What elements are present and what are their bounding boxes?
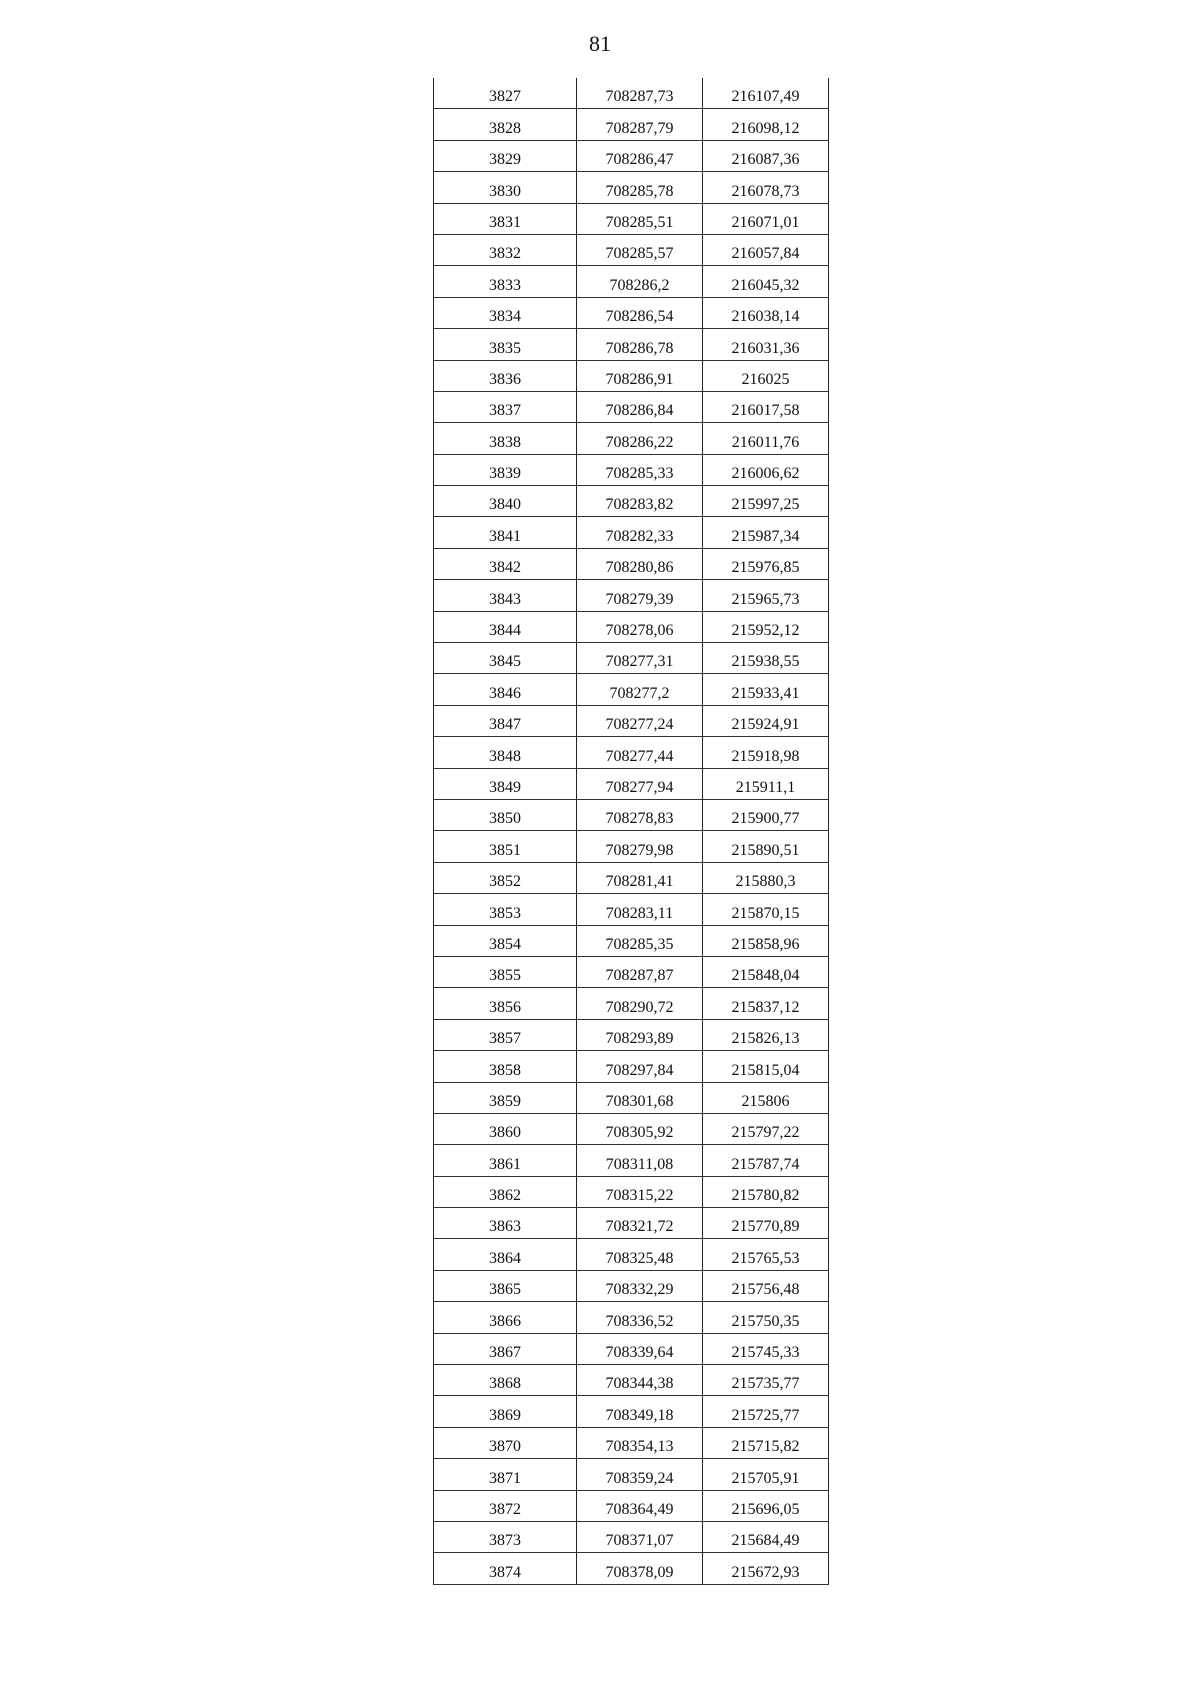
table-row: [434, 297, 829, 328]
point-number-cell: 3856: [434, 988, 577, 1019]
x-coordinate-cell: 708277,44: [577, 737, 703, 768]
point-number-cell: 3827: [434, 78, 577, 109]
x-coordinate-cell: 708349,18: [577, 1396, 703, 1427]
y-coordinate-cell: 215705,91: [703, 1459, 829, 1490]
x-coordinate-cell: 708285,33: [577, 454, 703, 485]
y-coordinate-cell: 216025: [703, 360, 829, 391]
coordinates-table: [433, 78, 829, 1585]
y-coordinate-cell: 215826,13: [703, 1019, 829, 1050]
x-coordinate-cell: 708315,22: [577, 1176, 703, 1207]
x-coordinate-cell: 708286,91: [577, 360, 703, 391]
x-coordinate-cell: 708286,54: [577, 297, 703, 328]
page-number: 81: [589, 31, 611, 56]
table-row: [434, 956, 829, 987]
y-coordinate-cell: 215715,82: [703, 1427, 829, 1458]
y-coordinate-cell: 215900,77: [703, 799, 829, 830]
x-coordinate-cell: 708286,47: [577, 140, 703, 171]
y-coordinate-cell: 215672,93: [703, 1553, 829, 1584]
y-coordinate-cell: 215976,85: [703, 548, 829, 579]
point-number-cell: 3841: [434, 517, 577, 548]
table-row: [434, 548, 829, 579]
table-row: [434, 580, 829, 611]
table-row: [434, 1302, 829, 1333]
y-coordinate-cell: 215911,1: [703, 768, 829, 799]
y-coordinate-cell: 215858,96: [703, 925, 829, 956]
y-coordinate-cell: 216107,49: [703, 78, 829, 109]
x-coordinate-cell: 708286,22: [577, 423, 703, 454]
y-coordinate-cell: 215806: [703, 1082, 829, 1113]
table-row: [434, 1145, 829, 1176]
x-coordinate-cell: 708301,68: [577, 1082, 703, 1113]
point-number-cell: 3873: [434, 1521, 577, 1552]
table-row: [434, 140, 829, 171]
y-coordinate-cell: 215797,22: [703, 1113, 829, 1144]
point-number-cell: 3859: [434, 1082, 577, 1113]
point-number-cell: 3830: [434, 172, 577, 203]
x-coordinate-cell: 708279,98: [577, 831, 703, 862]
y-coordinate-cell: 215965,73: [703, 580, 829, 611]
table-row: [434, 831, 829, 862]
y-coordinate-cell: 215952,12: [703, 611, 829, 642]
table-row: [434, 360, 829, 391]
x-coordinate-cell: 708344,38: [577, 1365, 703, 1396]
table-row: [434, 423, 829, 454]
y-coordinate-cell: 215770,89: [703, 1208, 829, 1239]
table-row: [434, 172, 829, 203]
point-number-cell: 3867: [434, 1333, 577, 1364]
y-coordinate-cell: 216045,32: [703, 266, 829, 297]
y-coordinate-cell: 215696,05: [703, 1490, 829, 1521]
point-number-cell: 3837: [434, 391, 577, 422]
y-coordinate-cell: 216038,14: [703, 297, 829, 328]
point-number-cell: 3835: [434, 329, 577, 360]
x-coordinate-cell: 708286,78: [577, 329, 703, 360]
x-coordinate-cell: 708277,31: [577, 643, 703, 674]
x-coordinate-cell: 708279,39: [577, 580, 703, 611]
point-number-cell: 3850: [434, 799, 577, 830]
y-coordinate-cell: 216011,76: [703, 423, 829, 454]
y-coordinate-cell: 216031,36: [703, 329, 829, 360]
table-row: [434, 643, 829, 674]
y-coordinate-cell: 215745,33: [703, 1333, 829, 1364]
point-number-cell: 3866: [434, 1302, 577, 1333]
point-number-cell: 3833: [434, 266, 577, 297]
table-row: [434, 391, 829, 422]
table-row: [434, 1208, 829, 1239]
table-row: [434, 1396, 829, 1427]
table-row: [434, 454, 829, 485]
point-number-cell: 3828: [434, 109, 577, 140]
table-row: [434, 1270, 829, 1301]
y-coordinate-cell: 215750,35: [703, 1302, 829, 1333]
x-coordinate-cell: 708332,29: [577, 1270, 703, 1301]
table-row: [434, 1521, 829, 1552]
table-row: [434, 1082, 829, 1113]
y-coordinate-cell: 215765,53: [703, 1239, 829, 1270]
y-coordinate-cell: 216017,58: [703, 391, 829, 422]
y-coordinate-cell: 215997,25: [703, 486, 829, 517]
point-number-cell: 3857: [434, 1019, 577, 1050]
x-coordinate-cell: 708286,2: [577, 266, 703, 297]
x-coordinate-cell: 708321,72: [577, 1208, 703, 1239]
table-row: [434, 486, 829, 517]
point-number-cell: 3864: [434, 1239, 577, 1270]
x-coordinate-cell: 708285,57: [577, 234, 703, 265]
table-row: [434, 1427, 829, 1458]
point-number-cell: 3869: [434, 1396, 577, 1427]
point-number-cell: 3838: [434, 423, 577, 454]
point-number-cell: 3840: [434, 486, 577, 517]
x-coordinate-cell: 708283,11: [577, 894, 703, 925]
table-row: [434, 1113, 829, 1144]
x-coordinate-cell: 708277,2: [577, 674, 703, 705]
table-row: [434, 266, 829, 297]
y-coordinate-cell: 215837,12: [703, 988, 829, 1019]
table-row: [434, 611, 829, 642]
x-coordinate-cell: 708336,52: [577, 1302, 703, 1333]
table-row: [434, 862, 829, 893]
x-coordinate-cell: 708277,24: [577, 705, 703, 736]
table-row: [434, 894, 829, 925]
x-coordinate-cell: 708278,06: [577, 611, 703, 642]
table-row: [434, 705, 829, 736]
y-coordinate-cell: 215848,04: [703, 956, 829, 987]
table-row: [434, 737, 829, 768]
x-coordinate-cell: 708378,09: [577, 1553, 703, 1584]
coordinates-table-body: [434, 78, 829, 1584]
point-number-cell: 3853: [434, 894, 577, 925]
point-number-cell: 3861: [434, 1145, 577, 1176]
table-row: [434, 1176, 829, 1207]
x-coordinate-cell: 708354,13: [577, 1427, 703, 1458]
point-number-cell: 3834: [434, 297, 577, 328]
y-coordinate-cell: 215735,77: [703, 1365, 829, 1396]
table-row: [434, 1459, 829, 1490]
table-row: [434, 988, 829, 1019]
table-row: [434, 109, 829, 140]
x-coordinate-cell: 708287,73: [577, 78, 703, 109]
point-number-cell: 3832: [434, 234, 577, 265]
y-coordinate-cell: 215870,15: [703, 894, 829, 925]
point-number-cell: 3844: [434, 611, 577, 642]
x-coordinate-cell: 708305,92: [577, 1113, 703, 1144]
table-row: [434, 1051, 829, 1082]
x-coordinate-cell: 708280,86: [577, 548, 703, 579]
x-coordinate-cell: 708277,94: [577, 768, 703, 799]
point-number-cell: 3842: [434, 548, 577, 579]
table-row: [434, 799, 829, 830]
x-coordinate-cell: 708297,84: [577, 1051, 703, 1082]
table-row: [434, 1239, 829, 1270]
y-coordinate-cell: 215890,51: [703, 831, 829, 862]
point-number-cell: 3843: [434, 580, 577, 611]
point-number-cell: 3862: [434, 1176, 577, 1207]
point-number-cell: 3863: [434, 1208, 577, 1239]
y-coordinate-cell: 215815,04: [703, 1051, 829, 1082]
point-number-cell: 3845: [434, 643, 577, 674]
table-row: [434, 1490, 829, 1521]
table-row: [434, 203, 829, 234]
y-coordinate-cell: 215924,91: [703, 705, 829, 736]
y-coordinate-cell: 215787,74: [703, 1145, 829, 1176]
point-number-cell: 3870: [434, 1427, 577, 1458]
point-number-cell: 3852: [434, 862, 577, 893]
y-coordinate-cell: 216006,62: [703, 454, 829, 485]
y-coordinate-cell: 215938,55: [703, 643, 829, 674]
table-row: [434, 78, 829, 109]
point-number-cell: 3855: [434, 956, 577, 987]
x-coordinate-cell: 708282,33: [577, 517, 703, 548]
x-coordinate-cell: 708286,84: [577, 391, 703, 422]
table-row: [434, 1019, 829, 1050]
x-coordinate-cell: 708278,83: [577, 799, 703, 830]
x-coordinate-cell: 708285,51: [577, 203, 703, 234]
table-row: [434, 1553, 829, 1584]
point-number-cell: 3836: [434, 360, 577, 391]
x-coordinate-cell: 708281,41: [577, 862, 703, 893]
point-number-cell: 3868: [434, 1365, 577, 1396]
table-row: [434, 234, 829, 265]
y-coordinate-cell: 215780,82: [703, 1176, 829, 1207]
x-coordinate-cell: 708290,72: [577, 988, 703, 1019]
y-coordinate-cell: 215756,48: [703, 1270, 829, 1301]
table-row: [434, 768, 829, 799]
point-number-cell: 3829: [434, 140, 577, 171]
table-row: [434, 674, 829, 705]
x-coordinate-cell: 708283,82: [577, 486, 703, 517]
table-row: [434, 517, 829, 548]
x-coordinate-cell: 708311,08: [577, 1145, 703, 1176]
point-number-cell: 3848: [434, 737, 577, 768]
x-coordinate-cell: 708287,87: [577, 956, 703, 987]
point-number-cell: 3865: [434, 1270, 577, 1301]
y-coordinate-cell: 215725,77: [703, 1396, 829, 1427]
x-coordinate-cell: 708371,07: [577, 1521, 703, 1552]
x-coordinate-cell: 708359,24: [577, 1459, 703, 1490]
point-number-cell: 3874: [434, 1553, 577, 1584]
x-coordinate-cell: 708339,64: [577, 1333, 703, 1364]
table-row: [434, 1365, 829, 1396]
point-number-cell: 3851: [434, 831, 577, 862]
x-coordinate-cell: 708287,79: [577, 109, 703, 140]
x-coordinate-cell: 708285,35: [577, 925, 703, 956]
y-coordinate-cell: 216098,12: [703, 109, 829, 140]
point-number-cell: 3839: [434, 454, 577, 485]
x-coordinate-cell: 708325,48: [577, 1239, 703, 1270]
point-number-cell: 3831: [434, 203, 577, 234]
point-number-cell: 3872: [434, 1490, 577, 1521]
point-number-cell: 3858: [434, 1051, 577, 1082]
table-row: [434, 329, 829, 360]
x-coordinate-cell: 708293,89: [577, 1019, 703, 1050]
y-coordinate-cell: 215987,34: [703, 517, 829, 548]
y-coordinate-cell: 215684,49: [703, 1521, 829, 1552]
y-coordinate-cell: 215933,41: [703, 674, 829, 705]
x-coordinate-cell: 708285,78: [577, 172, 703, 203]
y-coordinate-cell: 215918,98: [703, 737, 829, 768]
point-number-cell: 3846: [434, 674, 577, 705]
y-coordinate-cell: 216087,36: [703, 140, 829, 171]
y-coordinate-cell: 215880,3: [703, 862, 829, 893]
point-number-cell: 3860: [434, 1113, 577, 1144]
y-coordinate-cell: 216071,01: [703, 203, 829, 234]
table-row: [434, 1333, 829, 1364]
point-number-cell: 3871: [434, 1459, 577, 1490]
table-row: [434, 925, 829, 956]
x-coordinate-cell: 708364,49: [577, 1490, 703, 1521]
point-number-cell: 3847: [434, 705, 577, 736]
y-coordinate-cell: 216057,84: [703, 234, 829, 265]
y-coordinate-cell: 216078,73: [703, 172, 829, 203]
point-number-cell: 3849: [434, 768, 577, 799]
point-number-cell: 3854: [434, 925, 577, 956]
